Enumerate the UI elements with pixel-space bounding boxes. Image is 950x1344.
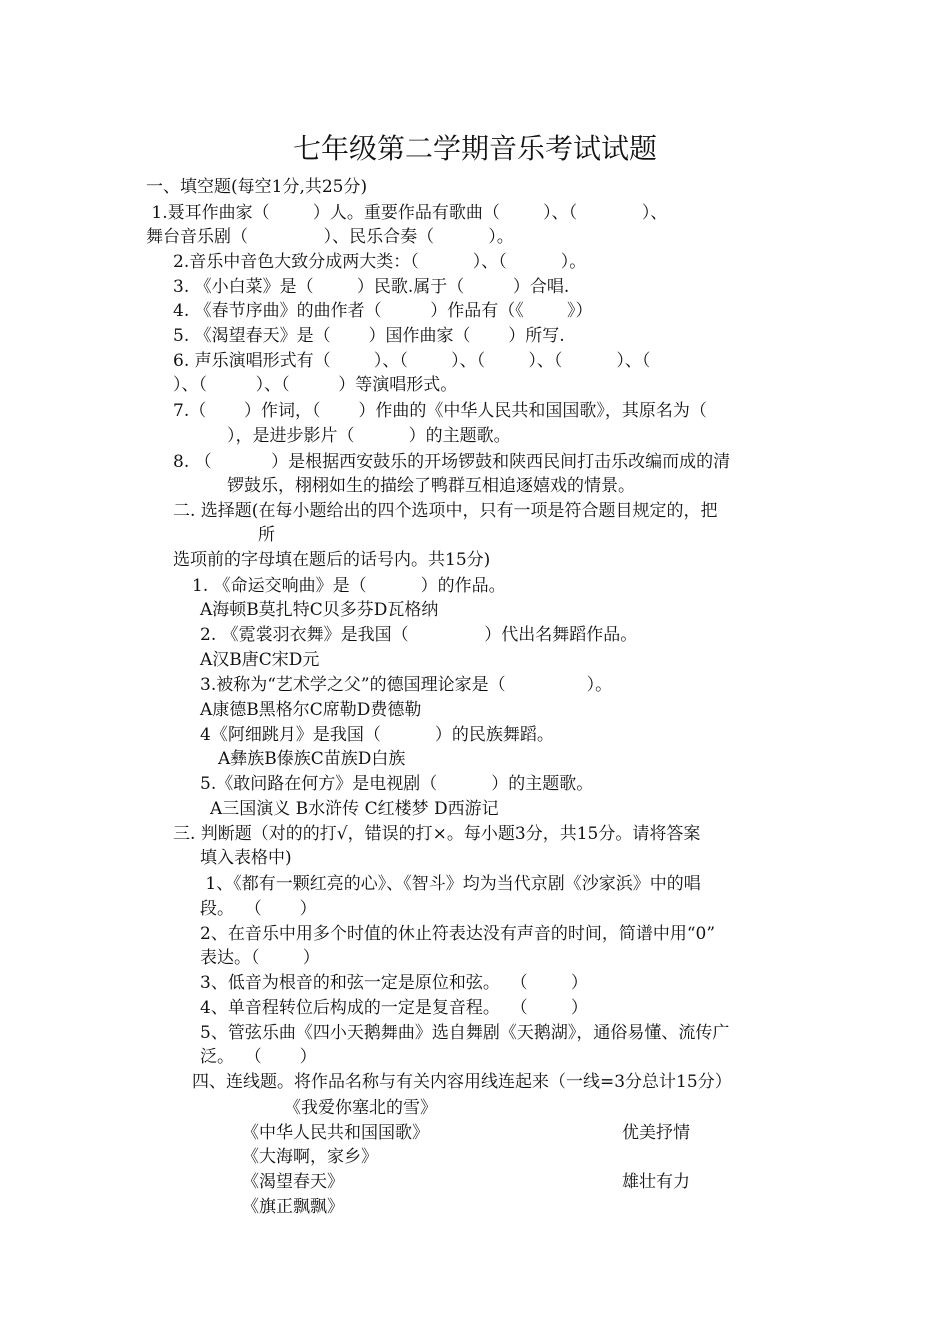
fill-line-11: 8. （ ）是根据西安鼓乐的开场锣鼓和陕西民间打击乐改编而成的清: [173, 452, 731, 472]
judge-line-4: 表达。（ ）: [200, 948, 320, 968]
section1-heading: 一、填空题(每空1分,共25分): [146, 177, 368, 197]
match-work-4: 《渴望春天》: [242, 1172, 344, 1192]
judge-line-7: 5、管弦乐曲《四小天鹅舞曲》选自舞剧《天鹅湖》，通俗易懂、流传广: [200, 1023, 730, 1043]
fill-line-1: 1.聂耳作曲家（ ）人。重要作品有歌曲（ ）、（ ）、: [146, 203, 668, 223]
fill-line-7: 6. 声乐演唱形式有（ ）、（ ）、（ ）、（ ）、（: [173, 351, 651, 371]
section4-heading: 四、连线题。将作品名称与有关内容用线连起来（一线=3分总计15分）: [192, 1072, 732, 1092]
match-desc-2: 雄壮有力: [622, 1172, 690, 1192]
choice-q5-options: A三国演义 B水浒传 C红楼梦 D西游记: [210, 799, 499, 819]
match-work-1: 《我爱你塞北的雪》: [284, 1098, 437, 1118]
choice-q1-options: A海顿B莫扎特C贝多芬D瓦格纳: [200, 600, 439, 620]
fill-line-9: 7.（ ）作词，（ ）作曲的《中华人民共和国国歌》，其原名为（: [173, 401, 707, 421]
fill-line-8: ）、（ ）、（ ）等演唱形式。: [173, 375, 458, 395]
choice-q1: 1. 《命运交响曲》是（ ）的作品。: [192, 576, 506, 596]
judge-line-2: 段。 （ ）: [200, 899, 317, 919]
choice-q4: 4《阿细跳月》是我国（ ）的民族舞蹈。: [200, 725, 554, 745]
choice-q2: 2. 《霓裳羽衣舞》是我国（ ）代出名舞蹈作品。: [200, 625, 638, 645]
judge-line-1: 1、《都有一颗红亮的心》、《智斗》均为当代京剧《沙家浜》中的唱: [200, 874, 701, 894]
choice-q5: 5.《敢问路在何方》是电视剧（ ）的主题歌。: [200, 774, 594, 794]
match-work-2: 《中华人民共和国国歌》: [242, 1123, 429, 1143]
match-work-3: 《大海啊，家乡》: [242, 1147, 378, 1167]
choice-q2-options: A汉B唐C宋D元: [200, 650, 320, 670]
judge-line-8: 泛。 （ ）: [200, 1047, 317, 1067]
match-desc-1: 优美抒情: [622, 1123, 690, 1143]
fill-line-10: ），是进步影片（ ）的主题歌。: [173, 426, 511, 446]
judge-line-3: 2、在音乐中用多个时值的休止符表达没有声音的时间，简谱中用“0”: [200, 924, 716, 944]
fill-line-2: 舞台音乐剧（ ）、民乐合奏（ ）。: [146, 227, 514, 247]
judge-line-5: 3、低音为根音的和弦一定是原位和弦。 （ ）: [200, 973, 588, 993]
choice-q3: 3.被称为“艺术学之父”的德国理论家是（ ）。: [200, 675, 613, 695]
match-work-5: 《旗正飘飘》: [242, 1197, 344, 1217]
judge-line-6: 4、单音程转位后构成的一定是复音程。 （ ）: [200, 998, 588, 1018]
choice-q4-options: A彝族B傣族C苗族D白族: [218, 749, 406, 769]
fill-line-12: 锣鼓乐，栩栩如生的描绘了鸭群互相追逐嬉戏的情景。: [173, 476, 636, 496]
choice-q3-options: A康德B黑格尔C席勒D费德勒: [200, 700, 422, 720]
page-title: 七年级第二学期音乐考试试题: [292, 132, 657, 165]
fill-line-6: 5. 《渴望春天》是（ ）国作曲家（ ）所写.: [173, 326, 565, 346]
section3-heading-cont: 填入表格中): [200, 848, 292, 868]
section3-heading: 三. 判断题（对的的打√，错误的打×。每小题3分，共15分。请将答案: [173, 824, 701, 844]
fill-line-5: 4. 《春节序曲》的曲作者（ ）作品有（《 》）: [173, 301, 593, 321]
fill-line-3: 2.音乐中音色大致分成两大类：（ ）、（ ）。: [173, 252, 587, 272]
section2-heading-cont: 选项前的字母填在题后的话号内。共15分): [173, 550, 491, 570]
fill-line-4: 3. 《小白菜》是（ ）民歌.属于（ ）合唱.: [173, 277, 570, 297]
section2-heading-wrap: 所: [258, 525, 275, 545]
section2-heading: 二. 选择题(在每小题给出的四个选项中，只有一项是符合题目规定的，把: [173, 501, 718, 521]
